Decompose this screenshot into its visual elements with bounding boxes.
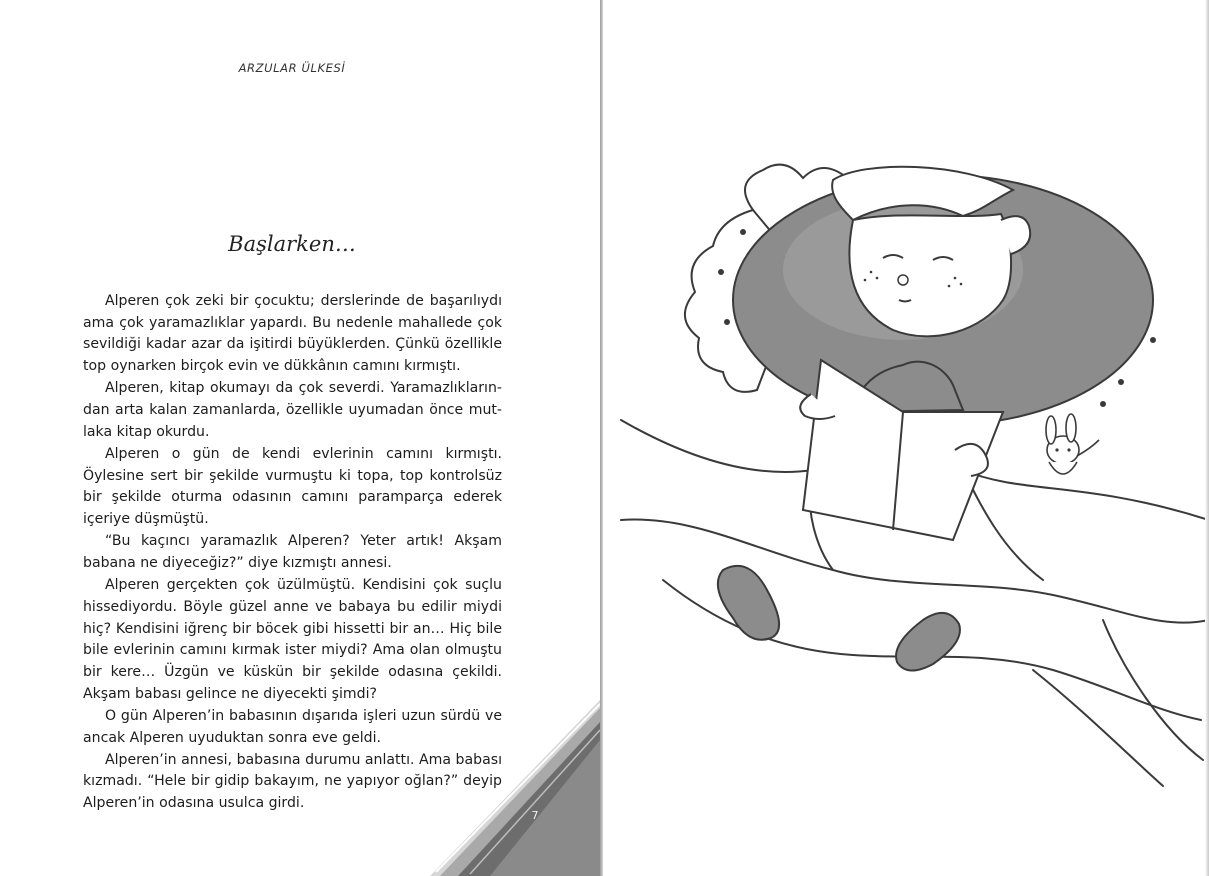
paragraph: Alperen o gün de kendi evlerinin camını kırmıştı. Öylesine sert bir şekilde vurmuştu ki topa, top kontrolsüz bir şekilde oturma odasının camını paramparça ederek içeriye düşmüştü. <box>83 445 502 528</box>
left-page <box>0 0 600 876</box>
paragraph: Alperen gerçekten çok üzülmüştü. Kendisini çok suçlu hissediyordu. Böyle güzel anne ve babaya bu edilir miydi hiç? Kendisini iğrenç bir böcek gibi hissetti bir an… Hiç bile bile evlerinin camını kırmak ister miydi? Ama olan olmuştu bir kere… Üzgün ve küskün bir şekilde odasına çekildi. Akşam babası gelince ne diyecekti şimdi? <box>83 577 502 702</box>
page-edge <box>1205 0 1209 876</box>
paragraph: Alperen, kitap okumayı da çok severdi. Yaramazlıklarından arta kalan zamanlarda, özellikle uyumadan önce mutlaka kitap okurdu. <box>83 380 502 440</box>
boy-reading-in-bed-illustration-icon <box>603 150 1209 810</box>
chapter-title: Başlarken… <box>228 232 356 256</box>
paragraph: “Bu kaçıncı yaramazlık Alperen? Yeter artık! Akşam babana ne diyeceğiz?” diye kızmıştı annesi. <box>83 533 502 571</box>
paragraph: Alperen çok zeki bir çocuktu; derslerinde de başarılıydı ama çok yaramazlıklar yapardı. Bu nedenle mahallede çok sevildiği kadar azar da işitirdi büyüklerden. Çünkü özellikle top oynarken birçok evin ve dükkânın camını kırmıştı. <box>83 293 502 375</box>
page-number: 7 <box>531 809 539 822</box>
running-head: ARZULAR ÜLKESİ <box>238 61 346 75</box>
corner-decoration-icon <box>430 700 600 876</box>
paragraph: Alperen’in annesi, babasına durumu anlattı. Ama babası kızmadı. “Hele bir gidip bakayım, ne yapıyor oğlan?” deyip Alperen’in odasına usulca girdi. <box>83 751 502 812</box>
right-page <box>603 0 1209 876</box>
paragraph: O gün Alperen’in babasının dışarıda işleri uzun sürdü ve ancak Alperen uyuduktan sonra eve geldi. <box>83 707 502 746</box>
